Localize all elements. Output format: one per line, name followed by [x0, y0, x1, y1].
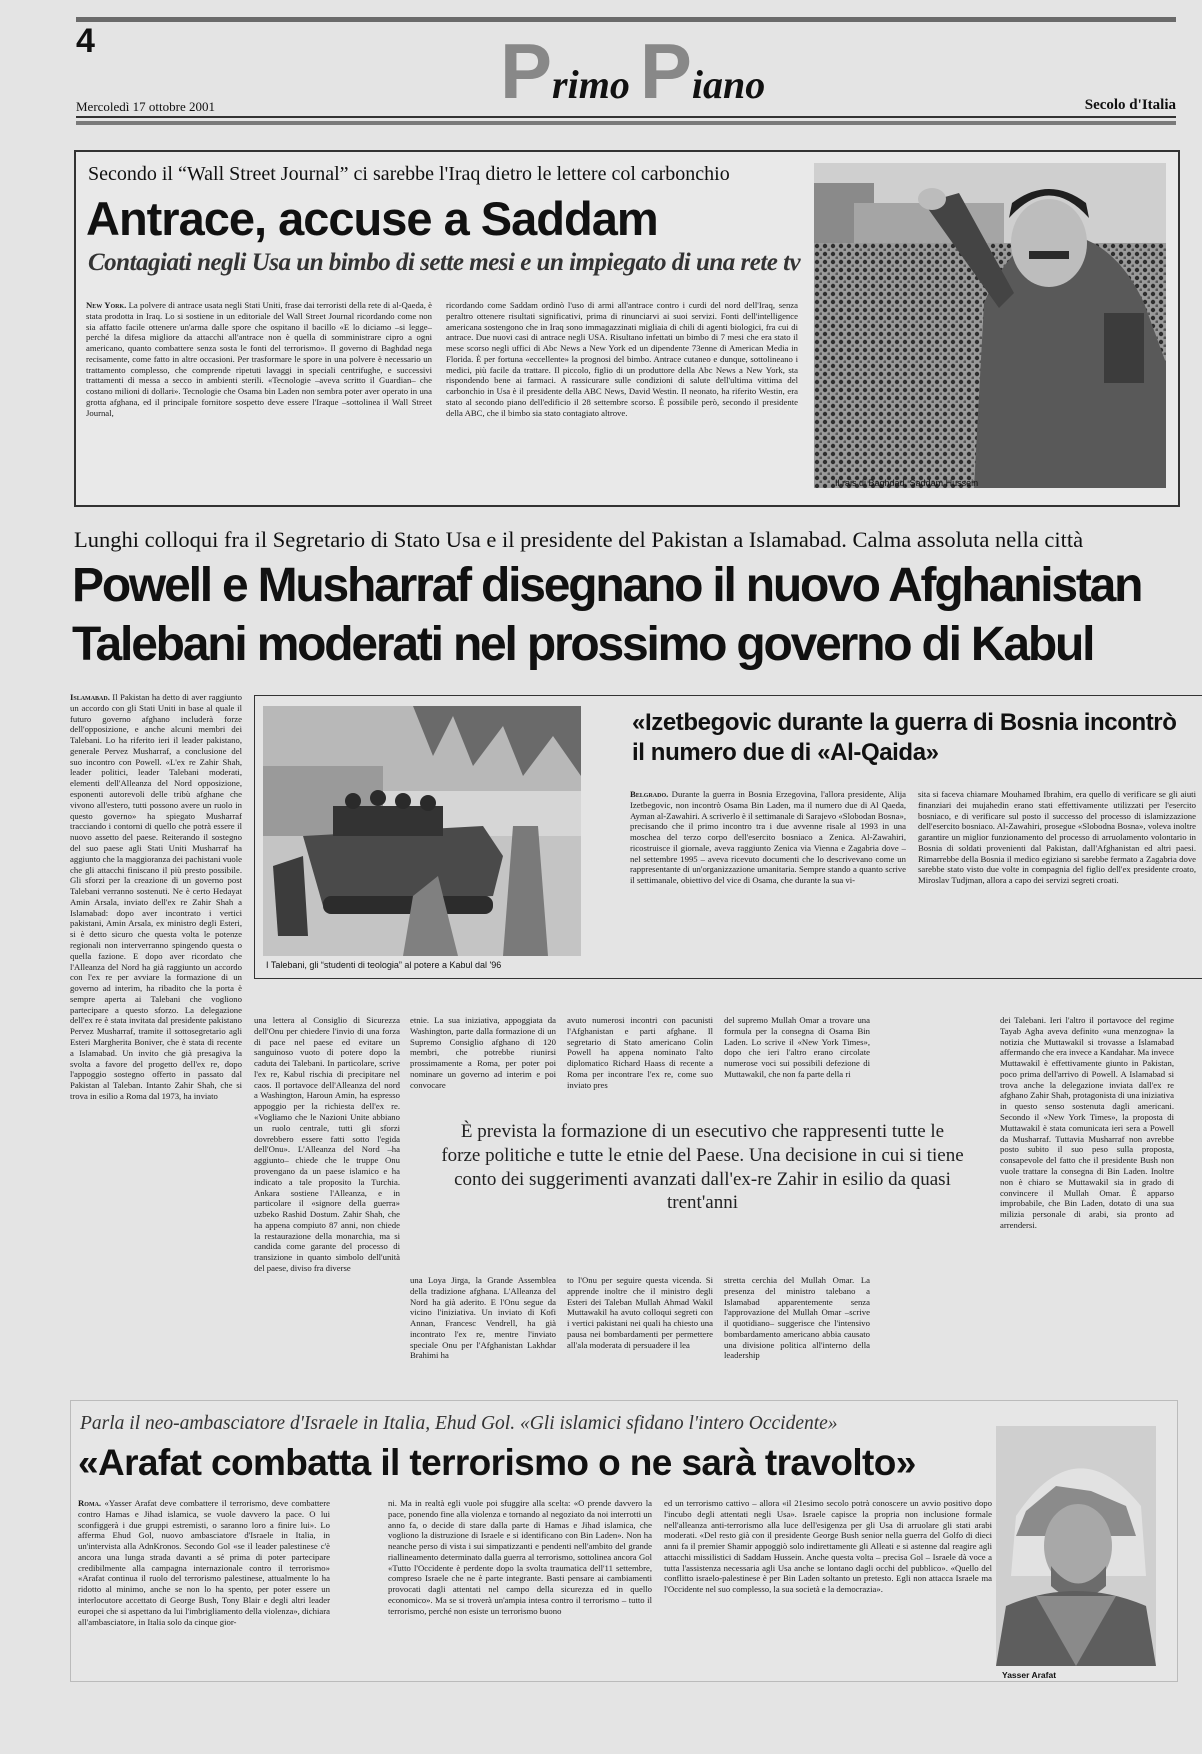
page-number: 4	[76, 22, 95, 60]
taleban-caption: I Talebani, gli “studenti di teologia” al potere a Kabul dal '96	[266, 960, 502, 970]
arafat-photo-image	[996, 1426, 1156, 1666]
arafat-caption: Yasser Arafat	[1002, 1670, 1057, 1680]
antrace-column-1: New York. La polvere di antrace usata negli Stati Uniti, frase dai terroristi della rete di al-Qaeda, è stata prodotta in Iraq. Lo si sostiene in un editoriale del Wall Street Journal ricordando come non sia affatto facile ottenere un'arma dalle spore che ospitano il bacillo «E lo diciamo –si legge– perché la difesa migliore da attacchi all'antrace non è quella di somministrare cipro a ogni americano, quanto combattere senza sosta le fonti del terrorismo». Il governo di Baghdad nega recisamente, come fatto in altre occasioni. Per trasformare le spore in una polvere è necessario un trattamento complesso, che comprende ripetuti lavaggi in speciali centrifughe, e successivi trattamenti di messa a secco in ambienti sterili. «Tecnologie –aveva scritto il Guardian– che costano milioni di dollari». Tecnologie che Osama bin Laden non sembra poter aver operato in una grotta afghana, ed il principale fornitore sospetto deve essere l'Iraque –sottolinea il Wall Street Journal,	[86, 300, 432, 418]
izetbegovic-column-1: Belgrado. Durante la guerra in Bosnia Erzegovina, l'allora presidente, Alija Izetbegovic, non incontrò Osama Bin Laden, ma il numero due di Al Qaeda, Ayman al-Zawahiri. A scriverlo è il settimanale di Sarajevo «Slobodan Bosna», precisando che il primo incontro tra i due avvenne risale al 1993 in una moschea del terzo corpo dell'esercito bosniaco a Zenica. Al-Zawahiri, ricostruisce il giornale, aveva raggiunto Zenica via Vienna e Zagabria dove – nel settembre 1995 – aveva ricevuto documenti che lo descrivevano come un rappresentante di un'organizzazione umanitaria. Sempre stando a quanto scrive il settimanale, obiettivo del vice di Osama, che durante la sua vi-	[630, 789, 906, 886]
dateline: New York.	[86, 300, 127, 310]
powell-column-5b: stretta cerchia del Mullah Omar. La presenza del ministro talebano a Islamabad apparentemente senza l'approvazione del Mullah Omar –scrive il quotidiano– suggerisce che l'intensivo bombardamento americano abbia causato una divisione politica all'interno della leadership	[724, 1275, 870, 1361]
masthead-rule-thick	[76, 121, 1176, 125]
powell-column-1: Islamabad. Il Pakistan ha detto di aver raggiunto un accordo con gli Stati Uniti in base al quale il futuro governo afghano includerà forze dell'opposizione, e anche alcuni membri dei Talebani. Lo ha riferito ieri il leader pakistano, generale Pervez Musharraf, a conclusione del suo incontro con Powell. «L'ex re Zahir Shah, leader politici, leader Talebani moderati, elementi dell'Alleanza del Nord opposizione, esponenti autorevoli delle tribù afghane che vivono all'estero, tutti possono avere un ruolo in questo governo» ha spiegato Musharraf tracciando i contorni di quello che potrà essere il nuovo assetto del paese. Reiterando il sostegno del suo paese agli Stati Uniti Musharraf ha aggiunto che la maggioranza dei pachistani vuole che gli attacchi finiscano il più presto possibile. Gli sforzi per la creazione di un governo post Talebani verranno sostenuti. Ne è certo Hedayat Amin Arsala, inviato dell'ex re Zahir Shah a Islamabad: dopo aver incontrato i vertici pakistani, Amin Arsala, ex ministro degli Esteri, si è detto sicuro che questa volta le potenze regionali non interverranno spingendo questa o quella fazione. E dopo aver ricordato che l'Alleanza del Nord ha già raggiunto un accordo con l'ex re per avviare la formazione di un governo ad interim, ha ribadito che la porta è sempre aperta ai Talebani che vogliono partecipare a questo sforzo. La delegazione dell'ex re è stata invitata dal presidente pakistano Pervez Musharraf, tramite il sottosegretario agli Esteri Margherita Boniver, che è stata di recente a Islamabad. Un invito che già presagiva la svolta a favore del progetto dell'ex re, dopo l'appoggio sostegno offerto in passato dal Pakistan al Taleban. Intanto Zahir Shah, che si trova in esilio a Roma dal 1973, ha inviato	[70, 692, 242, 1101]
powell-column-4b: to l'Onu per seguire questa vicenda. Si apprende inoltre che il ministro degli Esteri dei Taleban Mullah Ahmad Wakil Muttawakil ha avuto colloqui segreti con i vertici pakistani nei quali ha chiesto una pausa nei bombardamenti per permettere all'ala moderata di persuadere il lea	[567, 1275, 713, 1350]
arafat-column-3: ed un terrorismo cattivo – allora «il 21esimo secolo potrà conoscere un avvio positivo dopo l'incubo degli attentati negli Usa». Israele capisce la propria non inclusione formale nell'alleanza anti-terrorismo alla luce dell'esigenza per gli Usa di arruolare gli stati arabi moderati. «Del resto già con il presidente George Bush senior nella guerra del Golfo di dieci anni fa il premier Shamir appoggiò solo indirettamente gli Alleati e si astenne dal reagire agli attacchi missilistici di Saddam Hussein. Anche questa volta – precisa Gol – Israele dà voce a tutta l'assistenza necessaria agli Usa anche se lontano dagli occhi del pubblico». «Quello del conflitto israelo-palestinese è per Bin Laden soltanto un pretesto. Egli non attacca Israele ma l'Occidente nel suo complesso, la sua società e la democrazia».	[664, 1498, 992, 1595]
powell-column-2: una lettera al Consiglio di Sicurezza dell'Onu per chiedere l'invio di una forza di pace nel paese ed evitare un sanguinoso vuoto di potere dopo la caduta dei Talebani. In particolare, scrive l'ex re, Kabul rischia di precipitare nel caos. Il portavoce dell'Alleanza del nord a Washington, Haroun Amin, ha espresso appoggio per la richiesta dell'ex re. «Vogliamo che le Nazioni Unite abbiano un ruolo centrale, tutti gli sforzi dovrebbero essere fatti sotto l'egida dell'Onu». L'Alleanza del Nord –ha aggiunto– chiede che le truppe Onu provengano da un paese islamico e ha indicato a tale proposito la Turchia. Ankara sostiene l'Alleanza, e in particolare il «signore della guerra» uzbeko Rashid Dostum. Zahir Shah, che ha appena compiuto 87 anni, non chiede la restaurazione della monarchia, ma si candida come garante del processo di transizione in quanto simbolo dell'unità del paese, diviso fra diverse	[254, 1015, 400, 1273]
powell-pullquote: È prevista la formazione di un esecutivo che rappresenti tutte le forze politiche e tutte le etnie del Paese. Una decisione in cui si tiene conto dei suggerimenti avanzati dall'ex-re Zahir in esilio da quasi trent'anni	[441, 1121, 964, 1214]
saddam-caption: Il rais di Baghdad, Saddam Hussein	[835, 478, 979, 488]
top-rule	[76, 17, 1176, 22]
powell-column-4a: avuto numerosi incontri con pacunisti l'Afghanistan e parti afghane. Il segretario di Stato americano Colin Powell ha appena nominato l'alto diplomatico Richard Haass di recente a Roma per incontrare l'ex re, come suo inviato pres	[567, 1015, 713, 1090]
powell-column-3a: etnie. La sua iniziativa, appoggiata da Washington, parte dalla formazione di un Supremo Consiglio afghano di 120 membri, che potrebbe riunirsi prossimamente a Roma, per poter poi nominare un governo ad interim e poi convocare	[410, 1015, 556, 1090]
antrace-subhead: Contagiati negli Usa un bimbo di sette mesi e un impiegato di una rete tv	[88, 249, 801, 276]
powell-headline-1: Powell e Musharraf disegnano il nuovo Afghanistan	[72, 559, 1142, 612]
arafat-kicker: Parla il neo-ambasciatore d'Israele in Italia, Ehud Gol. «Gli islamici sfidano l'intero Occidente»	[80, 1413, 838, 1434]
izetbegovic-column-2: sita si faceva chiamare Mouhamed Ibrahim, era quello di verificare se gli aiuti finanziari dei mujahedin erano stati effettivamente utilizzati per l'esercito bosniaco, e di verificare sul posto il successo del processo di islamizzazione dell'esercito bosniaco. Al-Zawahiri, prosegue «Slobodna Bosna», voleva inoltre garantire un miglior funzionamento del processo di arruolamento volontario in Bosnia di soldati provenienti dal Pakistan, dall'Afghanistan ed altri paesi. Rimarrebbe della Bosnia il medico egiziano si sarebbe fermato a Zagabria dove sarebbe stato visto due volte in compagnia del figlio dell'ex presidente croato, Miroslav Tudjman, allora a capo dei servizi segreti croati.	[918, 789, 1196, 886]
powell-kicker: Lunghi colloqui fra il Segretario di Stato Usa e il presidente del Pakistan a Islamabad. Calma assoluta nella città	[74, 527, 1084, 552]
arafat-photo	[996, 1426, 1156, 1666]
arafat-column-1: Roma. «Yasser Arafat deve combattere il terrorismo, deve combattere contro Hamas e Jihad islamica, se vuole davvero la pace. O lui sconfiggerà i due gruppi estremisti, o saranno loro a finire lui». Lo afferma Ehud Gol, nuovo ambasciatore d'Israele in Italia, in un'intervista alla AdnKronos. Secondo Gol «se il leader palestinese c'è ancora una lunga strada davanti a sé prima di poter partecipare credibilmente alla campagna internazionale contro il terrorismo» «Arafat continua il ruolo del terrorismo palestinese, attualmente lo ha ridotto al minimo, anche se non lo ha spento, per poter essere un interlocutore accettato di George Bush, Tony Blair e degli altri leader europei che si aspettano da lui l'imbrigliamento della violenza», dichiara all'ambasciatore, in Italia solo da cinque gior-	[78, 1498, 330, 1627]
saddam-photo	[814, 163, 1166, 488]
antrace-kicker: Secondo il “Wall Street Journal” ci sarebbe l'Iraq dietro le lettere col carbonchio	[88, 163, 730, 185]
masthead-rule	[76, 116, 1176, 118]
antrace-headline: Antrace, accuse a Saddam	[86, 192, 658, 245]
antrace-column-2: ricordando come Saddam ordinò l'uso di armi all'antrace contro i curdi del nord dell'Iraq, senza peraltro ottenere risultati significativi, prima di rinunciarvi ai suoi servizi. Fonti dell'intelligence americana sostengono che in Iraq sono immagazzinati migliaia di chili di agenti biologici, fra cui di antrace. Due nuovi casi di antrace negli USA. Risultano infettati un bimbo di 7 mesi che era stato il mese scorso negli uffici di Abc News a New York ed un dipendente 73enne di American Media in Florida. È per fortuna «eccellente» la prognosi del bimbo. Antrace cutaneo e dunque, sottolineano i medici, più facile da trattare. Il piccolo, figlio di un produttore della Abc News a New York, sta rispondendo bene ai farmaci. A rassicurare sulle condizioni di salute dell'ultima vittima del carbonchio in Usa è il presidente della ABC News, David Westin. Il neonato, ha riferito Westin, era stato al secondo piano dell'edificio il 28 settembre scorso. È possibile però, secondo il presidente della ABC, che il bimbo sia stato contagiato altrove.	[446, 300, 798, 418]
powell-column-3b: una Loya Jirga, la Grande Assemblea della tradizione afghana. L'Alleanza del Nord ha già aderito. E l'Onu segue da vicino l'iniziativa. Un inviato di Kofi Annan, Francesc Vendrell, ha già incontrato l'ex re, mentre l'inviato speciale Onu per l'Afghanistan Lakhdar Brahimi ha	[410, 1275, 556, 1361]
powell-headline-2: Talebani moderati nel prossimo governo di Kabul	[72, 618, 1094, 671]
taleban-photo	[263, 706, 581, 956]
taleban-photo-image	[263, 706, 581, 956]
izetbegovic-headline: «Izetbegovic durante la guerra di Bosnia incontrò il numero due di «Al-Qaida»	[632, 709, 1177, 766]
arafat-column-2: ni. Ma in realtà egli vuole poi sfuggire alla scelta: «O prende davvero la pace, ponendo fine alla violenza e tornando al negoziato da noi interrotti un anno fa, o decide di stare dalla parte di Hamas e Jihad islamica, che vogliono la distruzione di Israele e si identificano con Bin Laden». Non ha neanche perso di vista i sui simpatizzanti e pendenti nell'ambito del grande riallineamento determinato dalla guerra al terrorismo, sottolinea ancora Gol «Tutto l'Occidente è perdente dopo la svolta traumatica dell'11 settembre, compreso Israele che ne è parte integrante. Basti pensare ai cambiamenti provocati dagli attentati nel campo della sicurezza ed in quello economico». Ma se si troverà un'ampia intesa contro il terrorismo – tutto il terrorismo, perché non esiste un terrorismo buono	[388, 1498, 652, 1616]
issue-date: Mercoledì 17 ottobre 2001	[76, 99, 215, 114]
section-title: Primo Piano	[500, 27, 766, 115]
arafat-headline: «Arafat combatta il terrorismo o ne sarà travolto»	[78, 1442, 916, 1483]
newspaper-name: Secolo d'Italia	[1084, 97, 1176, 113]
powell-column-6: dei Talebani. Ieri l'altro il portavoce del regime Tayab Agha aveva definito «una menzogna» la notizia che Muttawakil si trovasse a Islamabad affermando che era invece a Kandahar. Ma invece Muttawakil è effettivamente giunto in Pakistan, poco prima dell'arrivo di Powell. A Islamabad si trova anche la delegazione inviata dall'ex re afghano Zahir Shah, protagonista di una iniziativa in questo senso sostenuta dagli americani. Secondo il «New York Times», la proposta di Muttawakil è stata comunicata ieri sera a Powell da Musharraf. Tuttavia Musharraf non avrebbe posto subito il suo peso sulla proposta, consapevole del fatto che il presidente Bush non vuole trattare la consegna di Bin Laden. Inoltre non è chiaro se Muttawakil sia in grado di convincere il Mullah Omar. È apparso improbabile, che Bin Laden, dotato di una sua milizia personale di arabi, sia pronto ad arrendersi.	[1000, 1015, 1174, 1230]
powell-column-5a: del supremo Mullah Omar a trovare una formula per la consegna di Osama Bin Laden. Lo scrive il «New York Times», dopo che ieri l'altro erano circolate numerose voci sui possibili defezione di Muttawakil, che non fa parte della ri	[724, 1015, 870, 1079]
saddam-photo-image	[814, 163, 1166, 488]
